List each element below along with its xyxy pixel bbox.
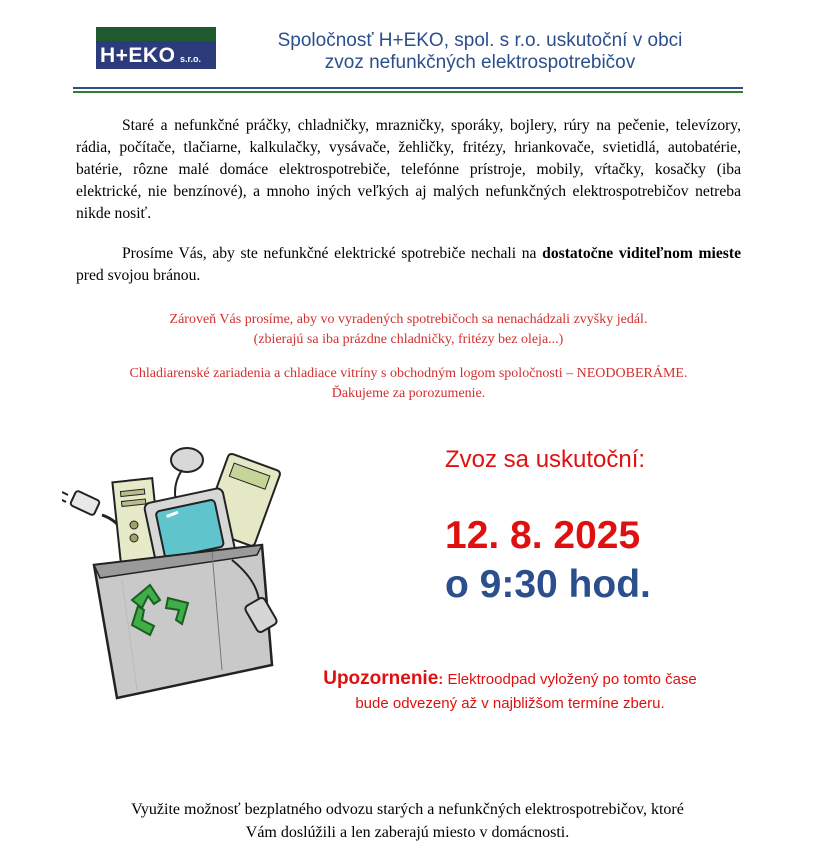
intro-paragraph	[76, 115, 741, 225]
warning-label: Upozornenie	[323, 668, 439, 689]
page-title	[230, 30, 730, 74]
footer-line-1: Využite možnosť bezplatného odvozu starých a nefunkčných elektrospotrebičov, ktoré	[131, 801, 684, 818]
warning-text-2: bude odvezený až v najbližšom termíne zberu.	[355, 695, 665, 712]
header-rule-green	[73, 91, 743, 93]
food-note-line-2: (zbierajú sa iba prázdne chladničky, fritézy bez oleja...)	[253, 332, 564, 347]
refrigeration-note	[76, 364, 741, 404]
header-rule-blue	[73, 87, 743, 89]
logo-text: H+EKO	[100, 44, 176, 67]
title-line-1: Spoločnosť H+EKO, spol. s r.o. uskutoční v obci	[277, 30, 683, 51]
warning-notice	[300, 667, 720, 716]
logo-subtext: s.r.o.	[180, 54, 202, 64]
collection-time: o 9:30 hod.	[445, 563, 651, 606]
refrigeration-note-line-1: Chladiarenské zariadenia a chladiace vitríny s obchodným logom spoločnosti – NEODOBERÁME.	[129, 366, 688, 381]
request-text-end: pred svojou bránou.	[76, 267, 201, 284]
collection-date: 12. 8. 2025	[445, 514, 641, 557]
request-text-bold: dostatočne viditeľnom mieste	[542, 245, 741, 262]
title-line-2: zvoz nefunkčných elektrospotrebičov	[324, 52, 636, 73]
intro-text: Staré a nefunkčné práčky, chladničky, mrazničky, sporáky, bojlery, rúry na pečenie, televízory, rádia, počítače, tlačiarne, kalkulačky, vysávače, žehličky, fritézy, hriankovače, svietidlá, autobatérie, batérie, rôzne malé domáce elektrospotrebiče, telefónne prístroje, mobily, vŕtačky, kosačky (iba elektrické, nie benzínové), a mnoho iných veľkých aj malých nefunkčných elektrospotrebičov netreba nikde nosiť.	[76, 117, 741, 222]
schedule-heading: Zvoz sa uskutoční:	[445, 446, 646, 473]
food-remains-note	[76, 310, 741, 350]
warning-line-1	[300, 667, 720, 692]
refrigeration-note-line-2: Ďakujeme za porozumenie.	[331, 386, 486, 401]
company-logo	[96, 27, 216, 69]
warning-text-1: Elektroodpad vyložený po tomto čase	[443, 671, 697, 688]
food-note-line-1: Zároveň Vás prosíme, aby vo vyradených spotrebičoch sa nenachádzali zvyšky jedál.	[169, 312, 648, 327]
request-text-start: Prosíme Vás, aby ste nefunkčné elektrické spotrebiče nechali na	[122, 245, 543, 262]
warning-colon: :	[438, 671, 444, 688]
recycling-bin-illustration	[62, 440, 292, 710]
request-paragraph	[76, 243, 741, 287]
footer-text	[60, 798, 755, 844]
footer-line-2: Vám doslúžili a len zaberajú miesto v domácnosti.	[245, 824, 570, 841]
